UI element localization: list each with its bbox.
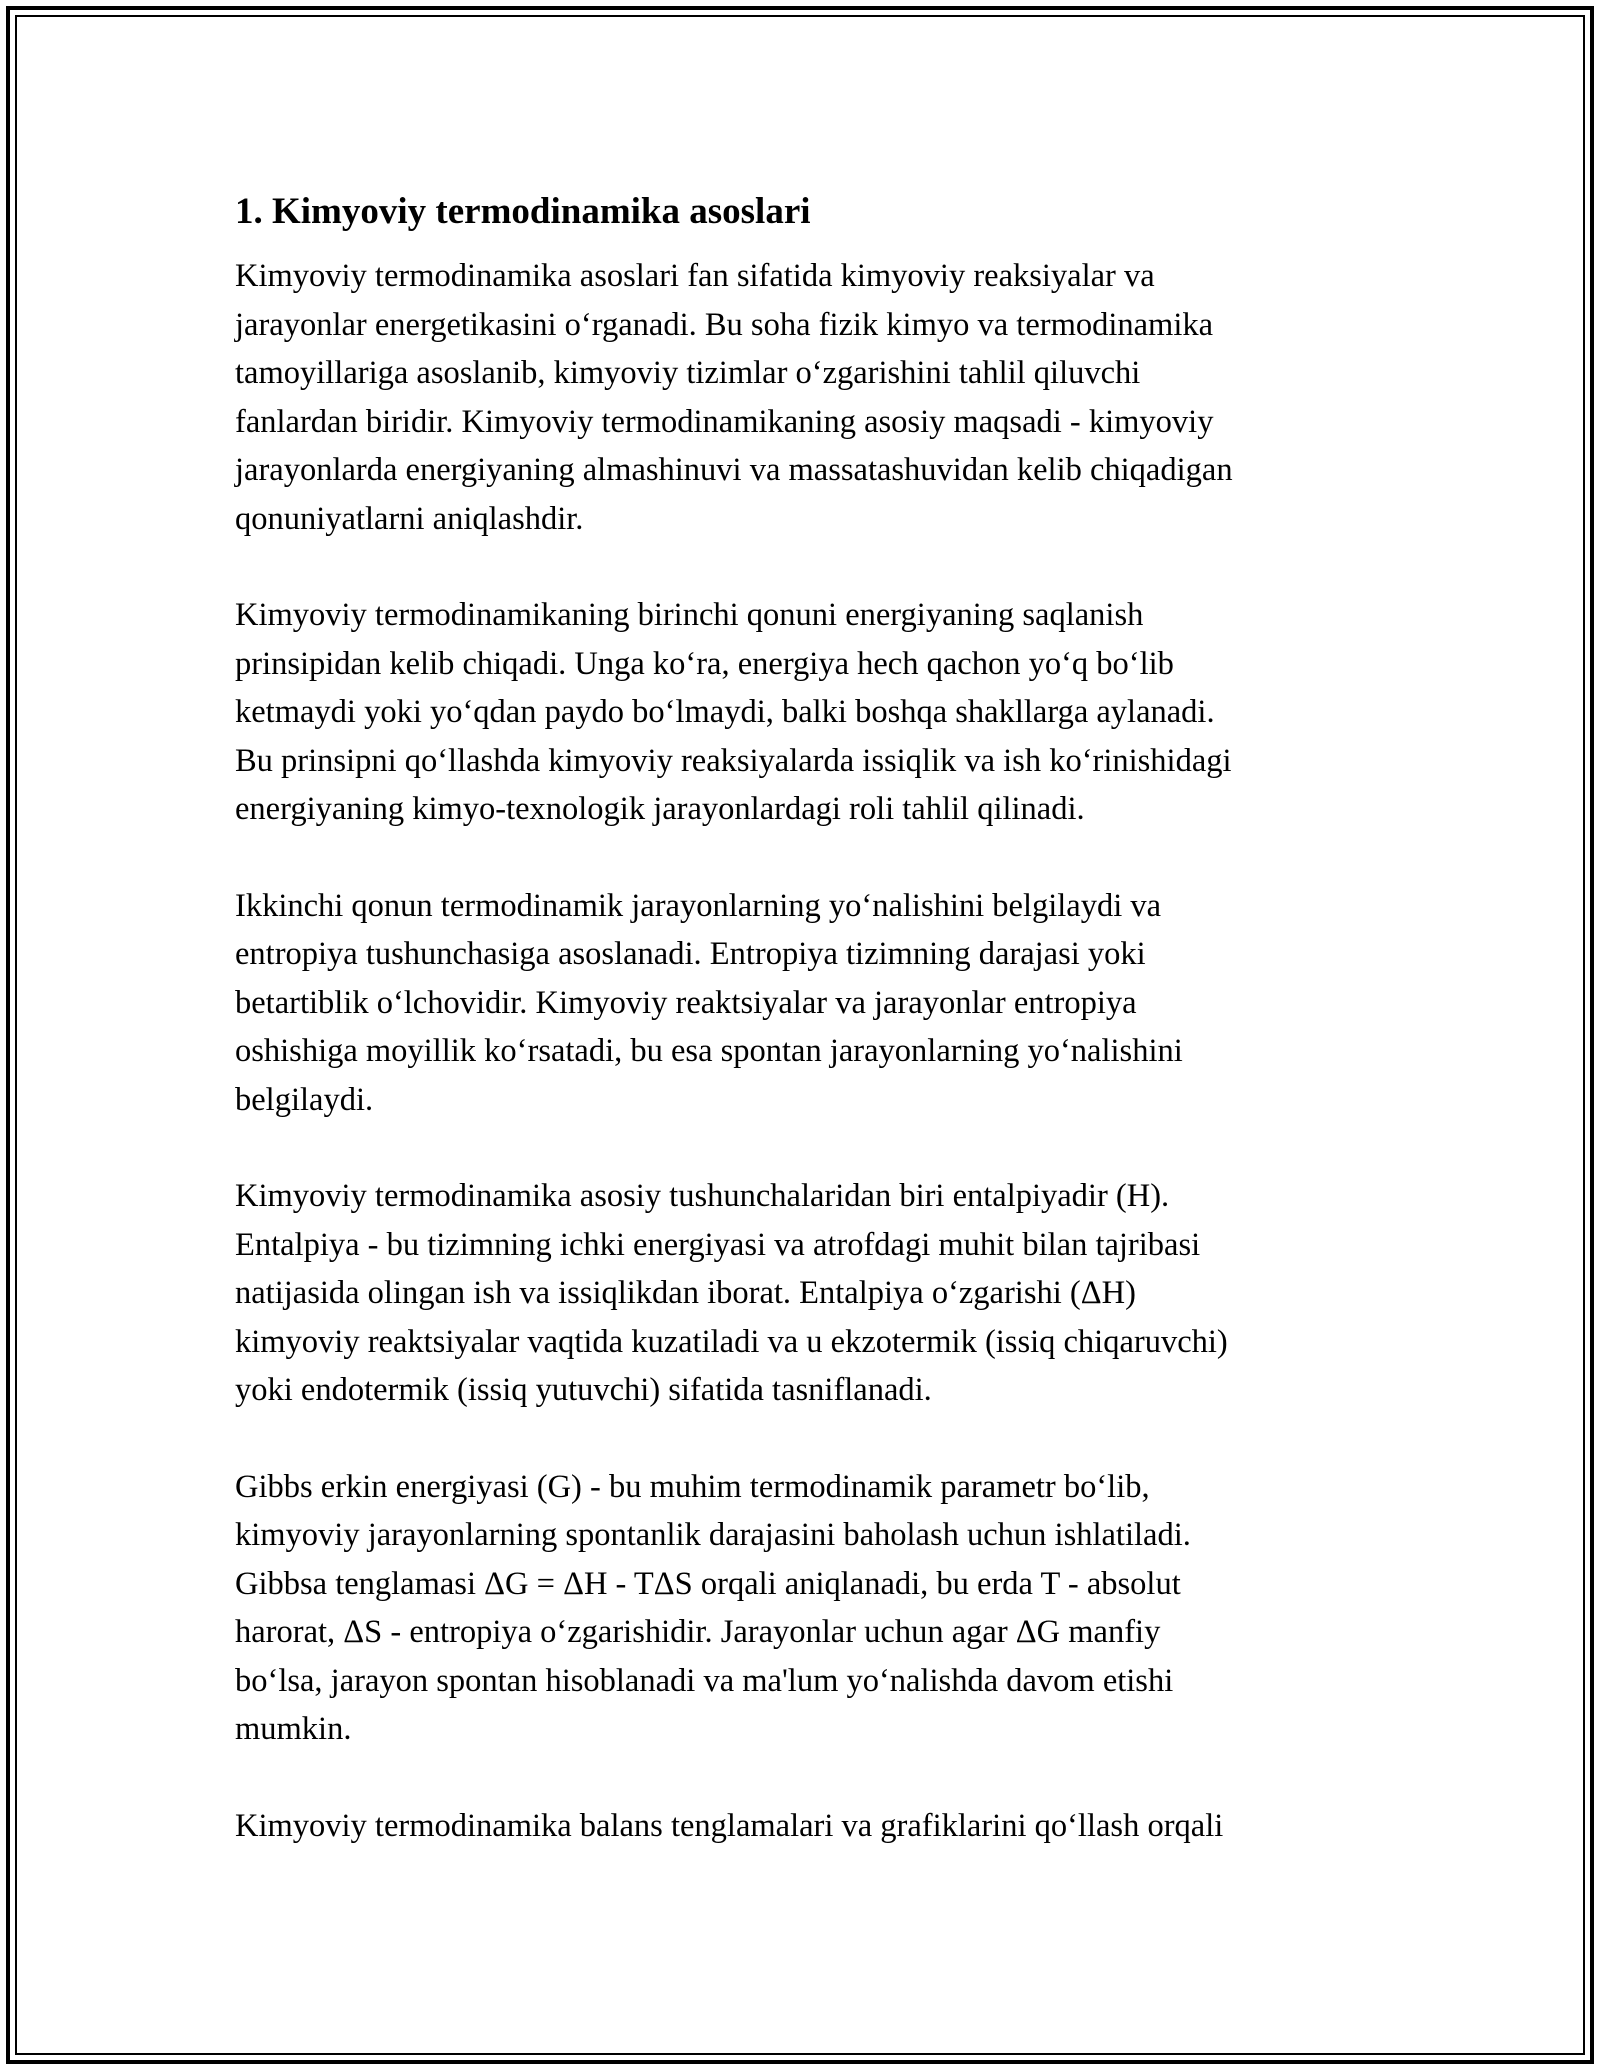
paragraph-line: bo‘lsa, jarayon spontan hisoblanadi va ma'lum yo‘nalishda davom etishi (235, 1662, 1174, 1699)
paragraph-line: Entalpiya - bu tizimning ichki energiyasi va atrofdagi muhit bilan tajribasi (235, 1226, 1201, 1263)
paragraph-line: Kimyoviy termodinamika asoslari fan sifatida kimyoviy reaksiyalar va (235, 258, 1155, 294)
paragraph-3 (235, 882, 1385, 1125)
paragraph-line: Ikkinchi qonun termodinamik jarayonlarning yo‘nalishini belgilaydi va (235, 887, 1162, 924)
section-heading: 1. Kimyoviy termodinamika asoslari (235, 191, 811, 232)
paragraph-line: qonuniyatlarni aniqlashdir. (235, 500, 584, 537)
paragraph-line: Kimyoviy termodinamika balans tenglamalari va grafiklarini qo‘llash orqali (235, 1807, 1224, 1844)
paragraph-6 (235, 1802, 1385, 1851)
paragraph-line: harorat, ΔS - entropiya o‘zgarishidir. Jarayonlar uchun agar ΔG manfiy (235, 1614, 1161, 1650)
paragraph-line: ketmaydi yoki yo‘qdan paydo bo‘lmaydi, balki boshqa shakllarga aylanadi. (235, 694, 1215, 730)
paragraph-line: kimyoviy jarayonlarning spontanlik darajasini baholash uchun ishlatiladi. (235, 1517, 1191, 1553)
paragraph-line: energiyaning kimyo-texnologik jarayonlardagi roli tahlil qilinadi. (235, 791, 1085, 827)
paragraph-line: Gibbsa tenglamasi ΔG = ΔH - TΔS orqali aniqlanadi, bu erda T - absolut (235, 1565, 1181, 1602)
paragraph-line: mumkin. (235, 1711, 352, 1747)
paragraph-line: jarayonlarda energiyaning almashinuvi va massatashuvidan kelib chiqadigan (235, 452, 1233, 488)
paragraph-line: jarayonlar energetikasini o‘rganadi. Bu soha fizik kimyo va termodinamika (235, 306, 1214, 343)
paragraph-line: kimyoviy reaktsiyalar vaqtida kuzatiladi va u ekzotermik (issiq chiqaruvchi) (235, 1323, 1228, 1360)
document-body (235, 184, 1385, 1898)
paragraph-1 (235, 252, 1385, 543)
paragraph-line: prinsipidan kelib chiqadi. Unga ko‘ra, energiya hech qachon yo‘q bo‘lib (235, 645, 1174, 682)
paragraph-line: Kimyoviy termodinamika asosiy tushunchalaridan biri entalpiyadir (H). (235, 1178, 1170, 1214)
paragraph-4 (235, 1172, 1385, 1415)
paragraph-5 (235, 1463, 1385, 1754)
paragraph-line: Gibbs erkin energiyasi (G) - bu muhim termodinamik parametr bo‘lib, (235, 1468, 1150, 1505)
paragraph-line: belgilaydi. (235, 1081, 374, 1118)
paragraph-line: entropiya tushunchasiga asoslanadi. Entropiya tizimning darajasi yoki (235, 936, 1146, 972)
paragraph-line: betartiblik o‘lchovidir. Kimyoviy reaktsiyalar va jarayonlar entropiya (235, 984, 1137, 1021)
paragraph-2 (235, 591, 1385, 834)
paragraph-line: yoki endotermik (issiq yutuvchi) sifatida tasniflanadi. (235, 1372, 932, 1408)
paragraph-line: fanlardan biridir. Kimyoviy termodinamikaning asosiy maqsadi - kimyoviy (235, 403, 1214, 440)
paragraph-line: natijasida olingan ish va issiqlikdan iborat. Entalpiya o‘zgarishi (ΔH) (235, 1275, 1136, 1311)
paragraph-line: Kimyoviy termodinamikaning birinchi qonuni energiyaning saqlanish (235, 597, 1144, 633)
paragraph-line: tamoyillariga asoslanib, kimyoviy tizimlar o‘zgarishini tahlil qiluvchi (235, 355, 1141, 391)
paragraph-line: Bu prinsipni qo‘llashda kimyoviy reaksiyalarda issiqlik va ish ko‘rinishidagi (235, 742, 1232, 779)
paragraph-line: oshishiga moyillik ko‘rsatadi, bu esa spontan jarayonlarning yo‘nalishini (235, 1033, 1183, 1069)
